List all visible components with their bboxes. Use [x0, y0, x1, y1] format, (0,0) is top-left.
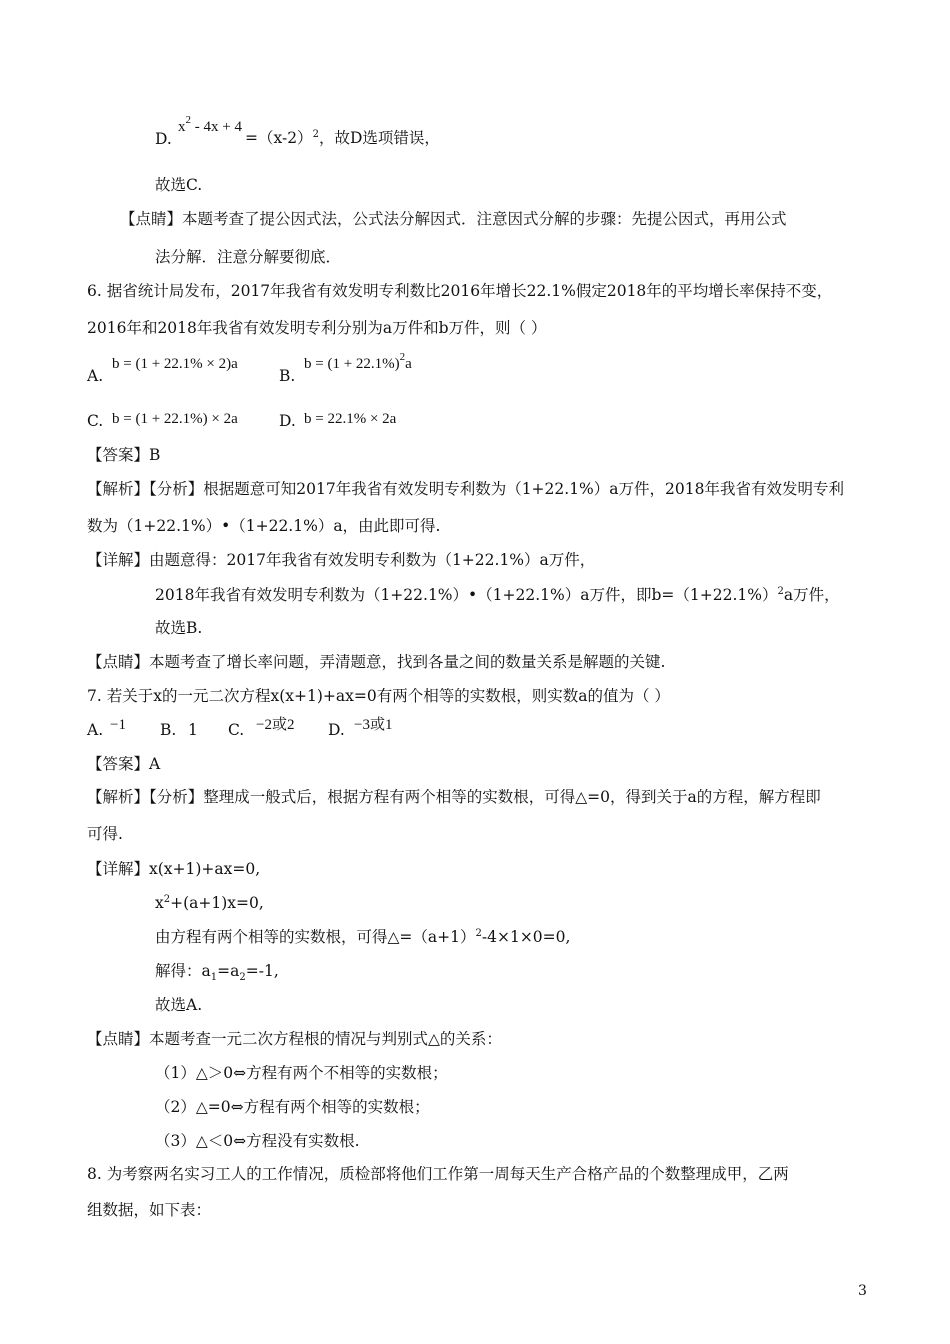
page-number: 3: [858, 1283, 867, 1299]
q5-option-d-result: $=(x-2)^2$，故D选项错误，: [245, 129, 440, 147]
q6-comment: 【点睛】本题考查了增长率问题，弄清题意，找到各量之间的数量关系是解题的关键.: [87, 653, 666, 671]
q5-option-d: [155, 132, 172, 148]
q7-detail-line-5: 故选A.: [155, 996, 203, 1014]
q5-option-d-expression: $x^2 - 4x + 4$: [178, 114, 242, 135]
q6-detail-line-3: 故选B.: [155, 619, 203, 637]
q8-stem-line-1: 8. 为考察两名实习工人的工作情况，质检部将他们工作第一周每天生产合格产品的个数整理成甲，乙两: [87, 1165, 789, 1183]
q7-rule-2: （2）△=0⇔方程有两个相等的实数根；: [155, 1098, 430, 1116]
q6-option-b-label: B.: [279, 367, 296, 385]
q6-analysis-line-2: 数为（1+22.1%）•（1+22.1%）a，由此即可得.: [87, 517, 441, 535]
q7-analysis-line-1: 【解析】【分析】整理成一般式后，根据方程有两个相等的实数根，可得△=0，得到关于a的方程，解方程即: [87, 788, 821, 806]
q7-option-d: −3或1: [354, 717, 393, 733]
q6-stem-line-1: 6. 据省统计局发布，2017年我省有效发明专利数比2016年增长22.1%假定2018年的平均增长率保持不变，: [87, 282, 833, 300]
q6-option-b: $b = (1 + 22.1\%)^2a$: [304, 351, 412, 372]
q5-choose: 故选C.: [155, 176, 203, 194]
q5-comment-line-2: 法分解．注意分解要彻底．: [155, 248, 342, 266]
q7-detail-line-1: 【详解】x(x+1)+ax=0,: [87, 860, 261, 878]
q6-detail-line-1: 【详解】由题意得：2017年我省有效发明专利数为（1+22.1%）a万件，: [87, 551, 596, 569]
q7-stem: 7. 若关于x的一元二次方程x(x+1)+ax=0有两个相等的实数根，则实数a的值为（ ）: [87, 687, 670, 705]
q6-option-d-label: D.: [279, 412, 296, 430]
q6-detail-line-2: 2018年我省有效发明专利数为（1+22.1%）•（1+22.1%）a万件，即$b=(1+22.1\%)^2a$万件，: [155, 586, 840, 604]
q7-detail-line-3: 由方程有两个相等的实数根，可得$\triangle=(a+1)^2-4\times 1\times 0=0$,: [155, 928, 571, 946]
q7-analysis-line-2: 可得.: [87, 825, 123, 843]
q7-option-a-label: A.: [87, 721, 104, 739]
q7-answer: 【答案】A: [87, 755, 161, 773]
option-label: D.: [155, 130, 172, 148]
q7-detail-line-4: 解得：$a_1=a_2=-1$,: [155, 962, 279, 983]
q7-comment: 【点睛】本题考查一元二次方程根的情况与判别式△的关系：: [87, 1030, 502, 1048]
q6-analysis-line-1: 【解析】【分析】根据题意可知2017年我省有效发明专利数为（1+22.1%）a万件，2018年我省有效发明专利: [87, 480, 844, 498]
q7-option-a: −1: [110, 717, 126, 733]
q7-option-d-label: D.: [328, 721, 345, 739]
q7-option-b: 1: [188, 721, 198, 739]
q6-option-c: b = (1 + 22.1%) × 2a: [112, 411, 238, 427]
q7-option-c: −2或2: [256, 717, 295, 733]
q7-rule-3: （3）△＜0⇔方程没有实数根.: [155, 1132, 360, 1150]
q7-option-c-label: C.: [228, 721, 245, 739]
q6-answer: 【答案】B: [87, 446, 161, 464]
q7-option-b-label: B.: [160, 721, 177, 739]
q8-stem-line-2: 组数据，如下表：: [87, 1201, 212, 1219]
q6-option-d: b = 22.1% × 2a: [304, 411, 397, 427]
q6-stem-line-2: 2016年和2018年我省有效发明专利分别为a万件和b万件，则（ ）: [87, 319, 547, 337]
q6-option-a: b = (1 + 22.1% × 2)a: [112, 356, 238, 372]
q7-rule-1: （1）△＞0⇔方程有两个不相等的实数根；: [155, 1064, 448, 1082]
q6-option-c-label: C.: [87, 412, 104, 430]
q7-detail-line-2: $x^2+(a+1)x=0$,: [155, 894, 264, 912]
q6-option-a-label: A.: [87, 367, 104, 385]
q5-comment-line-1: 【点睛】本题考查了提公因式法，公式法分解因式．注意因式分解的步骤：先提公因式，再用公式: [120, 210, 787, 228]
